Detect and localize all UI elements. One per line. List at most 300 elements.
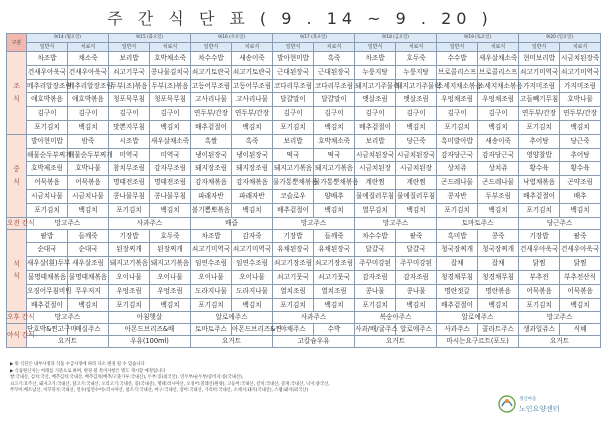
therapeutic-diet-header: 치료식 <box>478 43 519 52</box>
menu-item: 가지미조림 <box>560 79 601 93</box>
therapeutic-diet-header: 치료식 <box>68 43 109 52</box>
menu-item: 고사리나물 <box>232 93 273 107</box>
menu-item: 돼지고기주물럭 <box>396 79 437 93</box>
menu-item: 백김치 <box>150 203 191 217</box>
menu-item: 콩나물무침 <box>109 189 150 203</box>
snack-item: 아몬드브리즈&찐 <box>232 324 273 336</box>
menu-item: 들깨죽 <box>314 229 355 243</box>
menu-item: 배추 <box>560 189 601 203</box>
snack-item: 매실주스 <box>68 324 109 336</box>
menu-item: 쇠고기장조림 <box>273 257 314 271</box>
menu-row <box>7 93 601 107</box>
menu-item: 우엉조림 <box>109 284 150 298</box>
menu-item: 근대된장국 <box>314 65 355 79</box>
menu-item: 백김치 <box>68 298 109 312</box>
menu-item: 호박나물 <box>560 93 601 107</box>
snack-eve-label: 야식 간식 <box>7 324 27 348</box>
snack-item: 복숭아주스 <box>355 312 437 324</box>
menu-item: 잡채 <box>478 257 519 271</box>
menu-item: 쇠고기미역국 <box>191 243 232 257</box>
menu-item: 건새우아욱국 <box>27 65 68 79</box>
menu-item: 포기김치 <box>273 120 314 134</box>
menu-item: 수수밥 <box>437 52 478 66</box>
menu-row <box>7 203 601 217</box>
menu-item: 된장찌개 <box>150 243 191 257</box>
menu-item: 호두죽 <box>396 52 437 66</box>
menu-item: 김구이 <box>68 107 109 121</box>
menu-item: 고사리나물 <box>191 93 232 107</box>
menu-item: 물에질러무침 <box>355 189 396 203</box>
menu-item: 백김치 <box>150 120 191 134</box>
menu-item: 쇠고기토란국 <box>232 65 273 79</box>
menu-item: 시금치된장죽 <box>560 52 601 66</box>
snack-item: 사과주스 <box>273 312 355 324</box>
menu-item: 김구이 <box>273 107 314 121</box>
menu-item: 보리밥 <box>355 134 396 148</box>
snack-item: 아몬드브리즈&배 <box>109 324 191 336</box>
menu-item: 쇠고기뭇국 <box>273 270 314 284</box>
menu-item: 호박채소죽 <box>314 134 355 148</box>
menu-item: 어묵볶음 <box>27 176 68 190</box>
breakfast-label-char: 식 <box>13 94 20 103</box>
snack-item: 망고주스 <box>27 217 109 229</box>
menu-item: 맛뽄지무침 <box>109 120 150 134</box>
menu-item: 감자채볶음 <box>191 176 232 190</box>
snack-item: 수박 <box>314 324 355 336</box>
menu-item: 오이나물 <box>232 270 273 284</box>
snack-item: 토마토주스 <box>437 217 519 229</box>
menu-row <box>7 79 601 93</box>
menu-item: 백김치 <box>478 120 519 134</box>
menu-item: 호박나물 <box>68 162 109 176</box>
snack-item: 토마토주스 <box>191 324 232 336</box>
snack-item: 식혜 <box>560 324 601 336</box>
menu-item: 상치쥬 <box>437 162 478 176</box>
day-header: 9/14 (월요일) <box>27 34 109 43</box>
menu-item: 호두죽 <box>150 229 191 243</box>
menu-item: 백김치 <box>396 298 437 312</box>
sub-header-row <box>7 43 601 52</box>
menu-item: 건새우아욱국 <box>560 243 601 257</box>
snack-item: 알로에주스 <box>396 324 437 336</box>
menu-item: 돼지고기볶음 <box>109 257 150 271</box>
snack-item: 요거트 <box>191 336 273 348</box>
menu-item: 감자조림 <box>355 270 396 284</box>
menu-item: 새송이죽 <box>478 134 519 148</box>
menu-row <box>7 52 601 66</box>
general-diet-header: 일반식 <box>437 43 478 52</box>
menu-item: 열치조림 <box>314 284 355 298</box>
menu-item: 가지미조림 <box>519 79 560 93</box>
day-header: 9/19 (토요일) <box>437 34 519 43</box>
menu-item: 백김치 <box>396 203 437 217</box>
menu-item: 김구이 <box>150 107 191 121</box>
menu-item: 새송이죽 <box>232 52 273 66</box>
menu-item: 포기김치 <box>519 203 560 217</box>
menu-item: 백김치 <box>68 120 109 134</box>
menu-item: 순대국 <box>68 243 109 257</box>
menu-item: 백김치 <box>150 298 191 312</box>
menu-row <box>7 134 601 148</box>
snack-item: 망고주스 <box>355 217 437 229</box>
menu-item: 팥죽 <box>560 229 601 243</box>
menu-item: 코슬로우 <box>273 189 314 203</box>
menu-item: 기장밥 <box>519 229 560 243</box>
menu-item: 건새우아욱국 <box>68 65 109 79</box>
menu-item: 감자당근국 <box>478 148 519 162</box>
menu-item: 오이나물 <box>150 270 191 284</box>
menu-item: 보리밥 <box>273 134 314 148</box>
menu-item: 청경채무침 <box>437 270 478 284</box>
corner-cell: 구분 <box>7 34 27 52</box>
menu-item: 근대된장국 <box>273 65 314 79</box>
dinner-label-char: 석 <box>13 259 20 268</box>
menu-item: 감자당근국 <box>437 148 478 162</box>
menu-item: 우엉채조림 <box>437 93 478 107</box>
therapeutic-diet-header: 치료식 <box>232 43 273 52</box>
menu-item: 물에질러무침 <box>396 189 437 203</box>
menu-item: 배추겉절이 <box>355 120 396 134</box>
snack-item: 우유(100ml) <box>109 336 191 348</box>
menu-row <box>7 107 601 121</box>
menu-item: 백김치 <box>560 298 601 312</box>
menu-item: 배추겉절이 <box>437 298 478 312</box>
menu-item: 보리밥 <box>109 52 150 66</box>
menu-row <box>7 65 601 79</box>
menu-item: 상치쥬 <box>478 162 519 176</box>
day-header: 9/18 (금요일) <box>355 34 437 43</box>
menu-item: 주꾸미강된 <box>355 257 396 271</box>
menu-item: 연두부/간장 <box>519 107 560 121</box>
menu-item: 쇠고기토란국 <box>191 65 232 79</box>
menu-row <box>7 229 601 243</box>
menu-item: 백김치 <box>478 203 519 217</box>
menu-item: 파래자반 <box>191 189 232 203</box>
menu-item: 물가통뿐채볶음 <box>273 176 314 190</box>
logo-subtitle: 생산마을 <box>519 397 537 402</box>
menu-item: 임연수조림 <box>191 257 232 271</box>
menu-item: 어묵볶음 <box>519 284 560 298</box>
menu-item: 냉이된장국 <box>191 148 232 162</box>
menu-item: 쇠고기무국 <box>109 65 150 79</box>
menu-item: 감자무조림 <box>150 162 191 176</box>
snack-pm-label: 오후 간식 <box>7 312 27 324</box>
menu-item: 채소죽 <box>68 52 109 66</box>
menu-item: 발아현미밥 <box>27 134 68 148</box>
note-line: ▶ 식품원산지는 아래를 기준으로 하며, 변경 될 특이사항은 별도 게시할 예정입니다 <box>10 368 166 374</box>
menu-item: 김구이 <box>27 107 68 121</box>
menu-row <box>7 176 601 190</box>
therapeutic-diet-header: 치료식 <box>314 43 355 52</box>
menu-item: 두부(조)볶음 <box>150 79 191 93</box>
menu-item: 시금치된장 <box>396 162 437 176</box>
menu-row <box>7 257 601 271</box>
menu-item: 감자죽 <box>232 229 273 243</box>
menu-item: 추어탕 <box>519 134 560 148</box>
snack-item: 망고주스 <box>273 217 355 229</box>
menu-item: 고등어무조림 <box>191 79 232 93</box>
general-diet-header: 일반식 <box>519 43 560 52</box>
menu-item: 앳살조림 <box>355 93 396 107</box>
menu-item: 연두부/간장 <box>191 107 232 121</box>
menu-item: 콩나물김치국 <box>150 65 191 79</box>
menu-item: 배추겉절이 <box>519 189 560 203</box>
weekly-menu-table <box>6 33 601 348</box>
menu-item: 메추리알장조림 <box>68 79 109 93</box>
snack-item: 아침햇살 <box>109 312 191 324</box>
menu-item: 물명태채볶음 <box>68 270 109 284</box>
menu-item: 계란찜 <box>355 176 396 190</box>
menu-item: 포기김치 <box>437 203 478 217</box>
general-diet-header: 일반식 <box>273 43 314 52</box>
menu-item: 어묵볶음 <box>68 176 109 190</box>
menu-item: 돼지고기볶음 <box>150 257 191 271</box>
menu-item: 미역국 <box>109 148 150 162</box>
menu-item: 돼지고기주물럭 <box>355 79 396 93</box>
snack-item: 단호박&찐고구마 <box>27 324 68 336</box>
menu-item: 우엉조림 <box>150 284 191 298</box>
menu-item: 김구이 <box>109 107 150 121</box>
menu-item: 호박채소죽 <box>150 52 191 66</box>
menu-row <box>7 270 601 284</box>
menu-item: 청경채무침 <box>478 270 519 284</box>
menu-item: 돼지고기볶음 <box>314 162 355 176</box>
menu-item: 콩나물 <box>396 284 437 298</box>
menu-item: 포기김치 <box>355 298 396 312</box>
menu-item: 콩나물 <box>355 284 396 298</box>
menu-item: 순대국 <box>27 243 68 257</box>
menu-item: 달걀말이 <box>273 93 314 107</box>
snack-row <box>7 217 601 229</box>
snack-item: 사과/배/귤주스 <box>355 324 396 336</box>
menu-item: 쇠고기미역국 <box>560 65 601 79</box>
menu-item: 냉이된장국 <box>232 148 273 162</box>
menu-row <box>7 298 601 312</box>
therapeutic-diet-header: 치료식 <box>396 43 437 52</box>
menu-item: 떡국 <box>273 148 314 162</box>
menu-item: 떡국 <box>314 148 355 162</box>
menu-item: 쇠고기뭇국 <box>314 270 355 284</box>
menu-item: 흑죽 <box>314 52 355 66</box>
snack-item: 마시는요구르트(포도) <box>437 336 519 348</box>
menu-item: 명란볶음 <box>478 284 519 298</box>
menu-item: 새우살채소죽 <box>478 52 519 66</box>
snack-am-label: 오전 간식 <box>7 217 27 229</box>
menu-item: 김구이 <box>478 107 519 121</box>
menu-item: 앳살조림 <box>396 93 437 107</box>
menu-item: 유채된장국 <box>273 243 314 257</box>
menu-item: 물가통뿐채볶음 <box>314 176 355 190</box>
evening-snack-row <box>7 336 601 348</box>
menu-item: 무우저지 <box>68 284 109 298</box>
menu-item: 백김치 <box>314 120 355 134</box>
menu-item: 포기김치 <box>27 120 68 134</box>
menu-item: 당근죽 <box>560 134 601 148</box>
menu-item: 추어탕 <box>560 148 601 162</box>
menu-item: 호박제조림 <box>27 162 68 176</box>
menu-item: 포기김치 <box>437 120 478 134</box>
menu-item: 시금치된장국 <box>396 148 437 162</box>
menu-item: 시금치나물 <box>68 189 109 203</box>
menu-item: 백김치 <box>232 298 273 312</box>
menu-item: 김구이 <box>396 107 437 121</box>
menu-item: 김구이 <box>437 107 478 121</box>
menu-item: 돼지고기볶음 <box>273 162 314 176</box>
note-line: 쌀:국내산, 김치:국산, 배추김치:국내산, 배추김치(배추/고춧가루:국내산), 두부:콩(외국산), 연두부/순두부/콩비지:콩(국내산), <box>10 375 244 381</box>
menu-item: 콩나물무침 <box>150 189 191 203</box>
menu-item: 잡채 <box>437 257 478 271</box>
menu-item: 감자채볶음 <box>232 176 273 190</box>
menu-item: 차수수밥 <box>355 229 396 243</box>
menu-item: 건새우아욱국 <box>519 243 560 257</box>
menu-item: 기장밥 <box>273 229 314 243</box>
menu-item: 백김치 <box>396 120 437 134</box>
menu-item: 백김치 <box>478 298 519 312</box>
menu-item: 참치무조림 <box>109 162 150 176</box>
menu-item: 열치조림 <box>273 284 314 298</box>
day-header-row <box>7 34 601 43</box>
snack-item: 요거트 <box>27 336 109 348</box>
menu-item: 포기김치 <box>109 203 150 217</box>
page-title: 주 간 식 단 표 ( 9 . 14 ~ 9 . 20 ) <box>107 9 493 28</box>
menu-item: 백김치 <box>560 203 601 217</box>
snack-item: 배즙 <box>191 217 273 229</box>
menu-item: 흑미밥 <box>437 229 478 243</box>
menu-item: 쇠고기장조림 <box>314 257 355 271</box>
menu-item: 양배추 <box>314 189 355 203</box>
menu-item: 황수육 <box>519 162 560 176</box>
breakfast-label-char: 조 <box>13 82 20 91</box>
notes-section <box>10 362 480 395</box>
menu-item: 명태전조림 <box>109 176 150 190</box>
menu-item: 새우살(흰)두부 <box>27 257 68 271</box>
menu-item: 고등어무조림 <box>232 79 273 93</box>
menu-item: 포기김치 <box>519 120 560 134</box>
menu-item: 김구이 <box>314 107 355 121</box>
snack-item: 요거트 <box>355 336 437 348</box>
menu-item: 브로콜리스프 <box>478 65 519 79</box>
menu-item: 청국장찌개 <box>478 243 519 257</box>
menu-item: 해물순두부찌개 <box>68 148 109 162</box>
menu-item: 콩자반 <box>437 189 478 203</box>
menu-item: 낙엽채볶음 <box>519 176 560 190</box>
menu-item: 포기김치 <box>273 298 314 312</box>
menu-item: 도라지나물 <box>232 284 273 298</box>
menu-row <box>7 162 601 176</box>
menu-item: 누룽지탕 <box>396 65 437 79</box>
snack-item: 당근주스 <box>519 217 601 229</box>
menu-item: 들깨죽 <box>68 229 109 243</box>
menu-item: 흑미발아밥 <box>437 134 478 148</box>
menu-item: 곤드레나물 <box>478 176 519 190</box>
menu-item: 곤드레나물 <box>437 176 478 190</box>
menu-item: 어묵볶음 <box>560 284 601 298</box>
menu-item: 우엉채조림 <box>478 93 519 107</box>
logo-name: 노인요양센터 <box>519 405 560 413</box>
menu-item: 차수수밥 <box>191 52 232 66</box>
menu-item: 배추겉절이 <box>191 120 232 134</box>
menu-item: 코다리무조림 <box>273 79 314 93</box>
menu-item: 주꾸미강된 <box>396 257 437 271</box>
snack-item: 사과주스 <box>437 324 478 336</box>
menu-item: 흑쌀 <box>191 134 232 148</box>
menu-item: 부추전 <box>519 270 560 284</box>
day-header: 9/17 (목요일) <box>273 34 355 43</box>
menu-item: 된장찌개 <box>109 243 150 257</box>
menu-row <box>7 189 601 203</box>
snack-item: 야채주스 <box>273 324 314 336</box>
menu-item: 청포묵무침 <box>150 93 191 107</box>
menu-item: 볼기뽐뽀볶음 <box>191 203 232 217</box>
menu-item: 밤죽 <box>68 134 109 148</box>
snack-item: 알로에주스 <box>437 312 519 324</box>
menu-item: 포기김치 <box>191 298 232 312</box>
snack-item: 고칼슘우유 <box>273 336 355 348</box>
menu-item: 미역국 <box>150 148 191 162</box>
menu-item: 발아현미밥 <box>273 52 314 66</box>
menu-item: 명란젓갈 <box>437 284 478 298</box>
menu-item: 백김치 <box>314 298 355 312</box>
menu-item: 곤약조림 <box>560 176 601 190</box>
menu-item: 백김치 <box>560 120 601 134</box>
menu-item: 백김치 <box>232 203 273 217</box>
menu-item: 물명태채볶음 <box>27 270 68 284</box>
menu-item: 돼지장조림 <box>191 162 232 176</box>
menu-row <box>7 284 601 298</box>
menu-item: 차조밥 <box>27 52 68 66</box>
snack-item: 생과일쥬스 <box>519 324 560 336</box>
menu-item: 유채된장국 <box>314 243 355 257</box>
menu-item: 코다리무조림 <box>314 79 355 93</box>
general-diet-header: 일반식 <box>191 43 232 52</box>
menu-item: 백김치 <box>314 203 355 217</box>
menu-item: 부추전산식 <box>560 270 601 284</box>
menu-item: 달걀국 <box>355 243 396 257</box>
snack-item: 망고주스 <box>519 312 601 324</box>
menu-item: 영양찰밥 <box>519 148 560 162</box>
snack-row <box>7 312 601 324</box>
menu-item: 열무김치 <box>355 203 396 217</box>
menu-item: 김구이 <box>355 107 396 121</box>
menu-item: 흑죽 <box>232 134 273 148</box>
menu-item: 현미보리밥 <box>519 52 560 66</box>
note-line: 쇠고기:호주산, 돼지고기:국내산, 닭고기:국내산, 오리고기:국내산, 콩(국내산), 명태:러시아산, 오징어:칠레산(원양), 고등어:국내산, 갈치:국내산, 꽃게:국내산, 낙지:중국산, <box>10 381 330 387</box>
menu-item: 오이나물 <box>191 270 232 284</box>
menu-item: 시조밥 <box>109 134 150 148</box>
menu-row <box>7 243 601 257</box>
menu-item: 돼지장조림 <box>232 162 273 176</box>
menu-item: 명태전조림 <box>150 176 191 190</box>
menu-item: 연두부/간장 <box>560 107 601 121</box>
menu-item: 해물순두부찌개 <box>27 148 68 162</box>
menu-item: 황수육 <box>560 162 601 176</box>
menu-item: 오이나물 <box>109 270 150 284</box>
menu-item: 애호박볶음 <box>68 93 109 107</box>
general-diet-header: 일반식 <box>355 43 396 52</box>
snack-item: 망고주스 <box>27 312 109 324</box>
menu-row <box>7 120 601 134</box>
evening-snack-row <box>7 324 601 336</box>
breakfast-label <box>7 52 27 135</box>
menu-item: 차조밥 <box>355 52 396 66</box>
menu-item: 고들빼기무침 <box>519 93 560 107</box>
menu-item: 달걀국 <box>396 243 437 257</box>
menu-item: 시금치나물 <box>27 189 68 203</box>
menu-item: 연두부/간장 <box>232 107 273 121</box>
lunch-label-char: 식 <box>13 177 20 186</box>
menu-item: 백김치 <box>232 120 273 134</box>
day-header: 9/15 (화요일) <box>109 34 191 43</box>
